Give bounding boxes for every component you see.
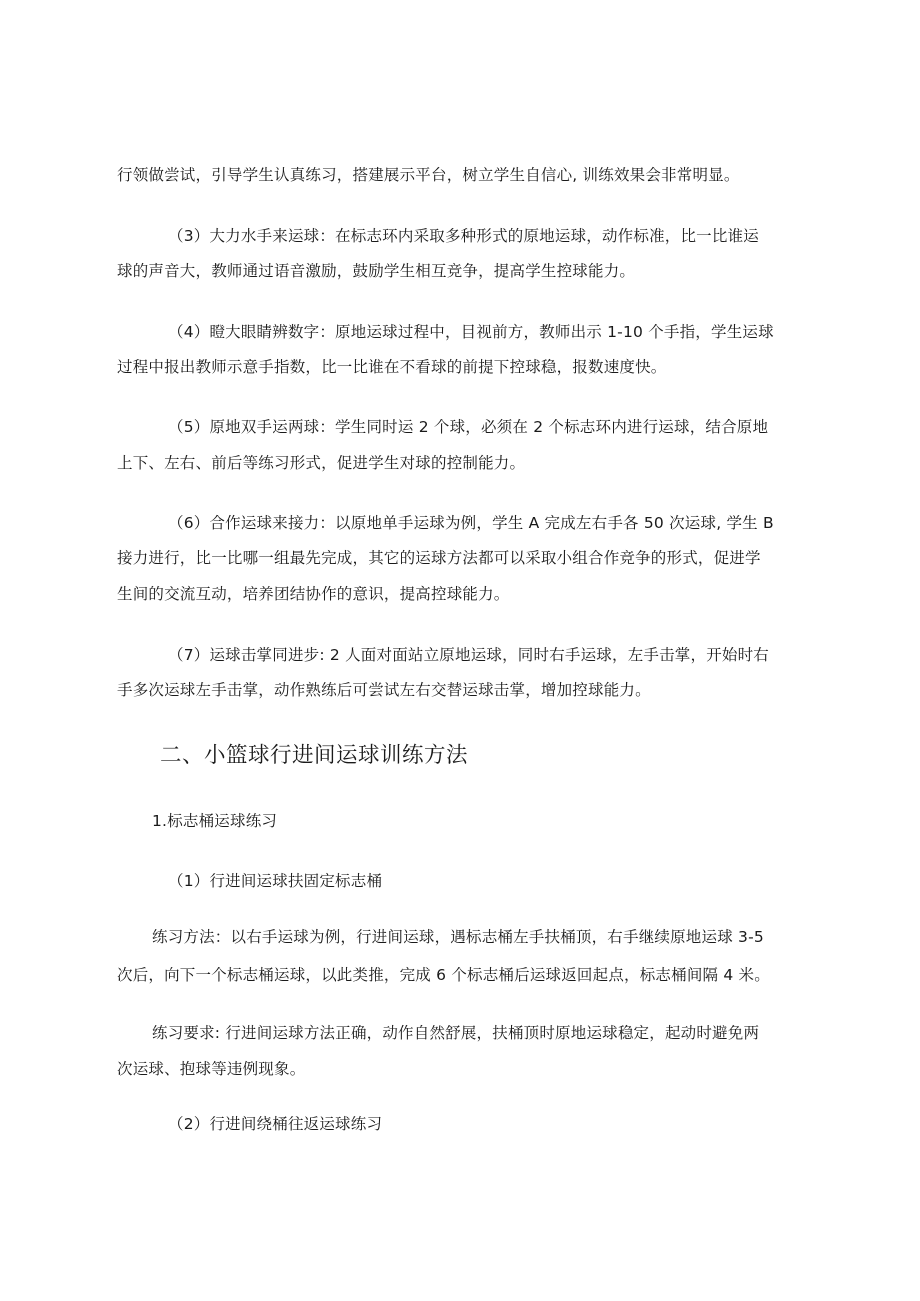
item-6-line-1: （6）合作运球来接力：以原地单手运球为例，学生 A 完成左右手各 50 次运球, 学生 B (168, 514, 774, 532)
item-3-line-1: （3）大力水手来运球：在标志环内采取多种形式的原地运球，动作标准，比一比谁运 (168, 227, 759, 245)
item-4-line-1: （4）瞪大眼睛辨数字：原地运球过程中，目视前方，教师出示 1-10 个手指，学生运球 (168, 323, 774, 341)
item-6-line-2: 接力进行，比一比哪一组最先完成，其它的运球方法都可以采取小组合作竞争的形式，促进学 (117, 549, 761, 567)
subsection-heading: 1.标志桶运球练习 (152, 812, 278, 830)
method-line-2: 次后，向下一个标志桶运球，以此类推，完成 6 个标志桶后运球返回起点，标志桶间隔 4 米。 (117, 966, 770, 984)
item-5-line-1: （5）原地双手运两球：学生同时运 2 个球，必须在 2 个标志环内进行运球，结合原地 (168, 418, 769, 436)
requirement-line-1: 练习要求: 行进间运球方法正确，动作自然舒展，扶桶顶时原地运球稳定，起动时避免两 (152, 1024, 760, 1042)
method-line-1: 练习方法：以右手运球为例，行进间运球，遇标志桶左手扶桶顶，右手继续原地运球 3-5 (152, 928, 764, 946)
paragraph-continuation: 行领做尝试，引导学生认真练习，搭建展示平台，树立学生自信心, 训练效果会非常明显。 (117, 166, 740, 184)
section-heading: 二、小篮球行进间运球训练方法 (160, 743, 469, 768)
item-7-line-2: 手多次运球左手击掌，动作熟练后可尝试左右交替运球击掌，增加控球能力。 (117, 681, 651, 699)
item-5-line-2: 上下、左右、前后等练习形式，促进学生对球的控制能力。 (117, 454, 526, 472)
item-7-line-1: （7）运球击掌同进步: 2 人面对面站立原地运球，同时右手运球，左手击掌，开始时右 (168, 646, 770, 664)
item-4-line-2: 过程中报出教师示意手指数，比一比谁在不看球的前提下控球稳，报数速度快。 (117, 358, 667, 376)
item-3-line-2: 球的声音大，教师通过语音激励，鼓励学生相互竞争，提高学生控球能力。 (117, 262, 636, 280)
subsection-item-1: （1）行进间运球扶固定标志桶 (168, 872, 383, 890)
item-6-line-3: 生间的交流互动，培养团结协作的意识，提高控球能力。 (117, 585, 510, 603)
subsection-item-2: （2）行进间绕桶往返运球练习 (168, 1115, 383, 1133)
requirement-line-2: 次运球、抱球等违例现象。 (117, 1060, 306, 1078)
